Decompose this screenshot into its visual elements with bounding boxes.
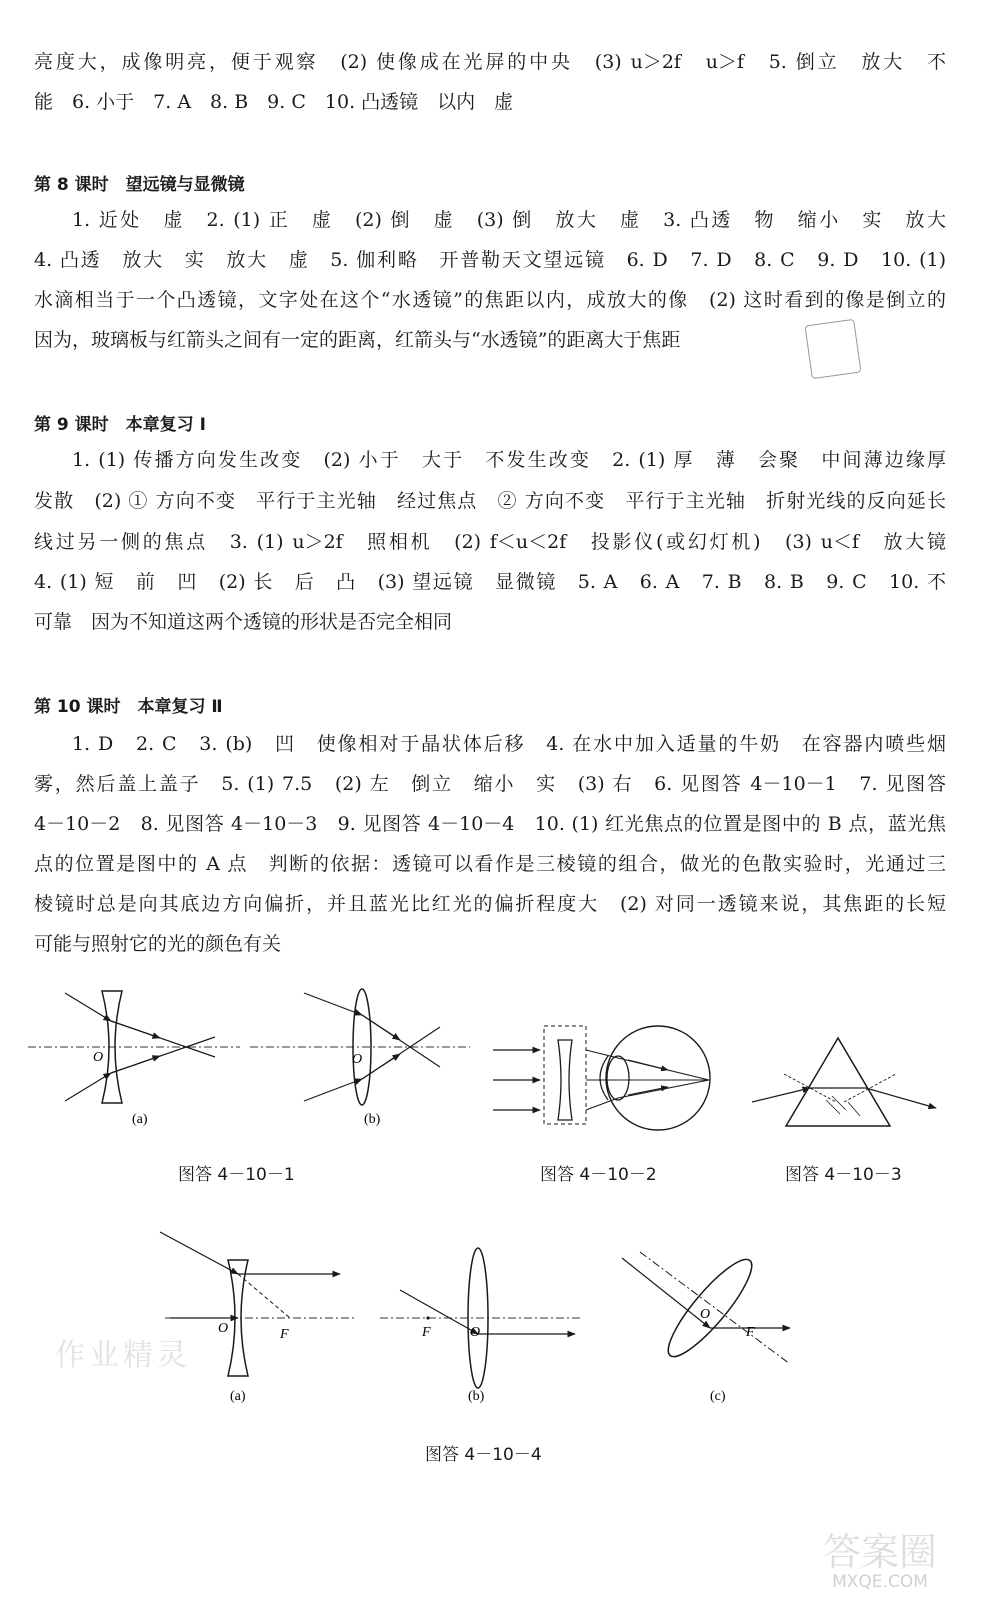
s10-line-4: 点的位置是图中的 A 点 判断的依据：透镜可以看作是三棱镜的组合，做光的色散实验时，光通过三 xyxy=(34,853,946,875)
section-8-title: 第 8 课时 望远镜与显微镜 xyxy=(34,175,245,195)
s9-line-5: 可靠 因为不知道这两个透镜的形状是否完全相同 xyxy=(34,611,453,633)
s10-line-5: 棱镜时总是向其底边方向偏折，并且蓝光比红光的偏折程度大 (2) 对同一透镜来说，其焦距的长短 xyxy=(34,893,946,915)
concave-lens-diagram-a xyxy=(28,991,240,1127)
watermark-right-url: MXQE.COM xyxy=(832,1572,928,1592)
fig4-label-b: (b) xyxy=(468,1389,485,1404)
s8-line-1: 1. 近处 虚 2. (1) 正 虚 (2) 倒 虚 (3) 倒 放大 虚 3. 凸透 物 缩小 实 放大 xyxy=(72,209,946,231)
eyeball xyxy=(606,1026,710,1130)
fig1-label-b: (b) xyxy=(364,1112,381,1127)
watermark-right-logo: 答案圈 xyxy=(822,1530,937,1574)
fig4-label-c: (c) xyxy=(710,1389,726,1404)
label-o: O xyxy=(93,1050,104,1065)
watermark-right xyxy=(790,1532,970,1592)
crystalline-lens xyxy=(607,1056,629,1100)
label-f: F xyxy=(422,1325,431,1340)
caption-4-10-2: 图答 4－10－2 xyxy=(540,1165,657,1185)
s8-line-3: 水滴相当于一个凸透镜，文字处在这个“水透镜”的焦距以内，成放大的像 (2) 这时看到的像是倒立的 xyxy=(34,289,946,311)
label-o: O xyxy=(218,1321,229,1336)
text-line-1: 亮度大，成像明亮，便于观察 (2) 使像成在光屏的中央 (3) u＞2f u＞f 5. 倒立 放大 不 xyxy=(34,51,946,73)
convex-lens-diagram-4c xyxy=(622,1250,790,1404)
section-9-title: 第 9 课时 本章复习 Ⅰ xyxy=(34,415,206,435)
figure-4-10-4 xyxy=(150,1230,830,1410)
s8-line-2: 4. 凸透 放大 实 放大 虚 5. 伽利略 开普勒天文望远镜 6. D 7. D 8. C 9. D 10. (1) xyxy=(34,249,946,271)
s10-line-3: 4－10－2 8. 见图答 4－10－3 9. 见图答 4－10－4 10. (1) 红光焦点的位置是图中的 B 点，蓝光焦 xyxy=(34,813,946,835)
section-10-title: 第 10 课时 本章复习 Ⅱ xyxy=(34,697,223,717)
label-o: O xyxy=(700,1307,711,1322)
convex-lens-diagram-b xyxy=(250,989,470,1127)
fig4-label-a: (a) xyxy=(230,1389,246,1404)
s9-line-4: 4. (1) 短 前 凹 (2) 长 后 凸 (3) 望远镜 显微镜 5. A 6. A 7. B 8. B 9. C 10. 不 xyxy=(34,571,946,593)
label-o: O xyxy=(470,1325,481,1340)
concave-lens xyxy=(558,1040,572,1120)
text-line-2: 能 6. 小于 7. A 8. B 9. C 10. 凸透镜 以内 虚 xyxy=(34,91,514,113)
s8-line-4: 因为，玻璃板与红箭头之间有一定的距离，红箭头与“水透镜”的距离大于焦距 xyxy=(34,329,681,351)
s9-line-1: 1. (1) 传播方向发生改变 (2) 小于 大于 不发生改变 2. (1) 厚 薄 会聚 中间薄边缘厚 xyxy=(72,449,946,471)
caption-4-10-3: 图答 4－10－3 xyxy=(785,1165,902,1185)
s10-line-2: 雾，然后盖上盖子 5. (1) 7.5 (2) 左 倒立 缩小 实 (3) 右 6. 见图答 4－10－1 7. 见图答 xyxy=(34,773,946,795)
label-f: F xyxy=(280,1327,289,1342)
label-o: O xyxy=(352,1052,363,1067)
prism xyxy=(786,1038,890,1126)
s9-line-3: 线过另一侧的焦点 3. (1) u＞2f 照相机 (2) f＜u＜2f 投影仪(或幻灯机) (3) u＜f 放大镜 xyxy=(34,531,946,553)
corrective-lens-box xyxy=(544,1026,586,1124)
figure-4-10-1 xyxy=(20,985,480,1135)
label-f: F xyxy=(746,1325,755,1340)
concave-lens-diagram-4a xyxy=(160,1232,355,1404)
fig1-label-a: (a) xyxy=(132,1112,148,1127)
s10-line-1: 1. D 2. C 3. (b) 凹 使像相对于晶状体后移 4. 在水中加入适量的牛奶 在容器内喷些烟 xyxy=(72,733,946,755)
watermark-left: 作业精灵 xyxy=(55,1338,191,1373)
figure-4-10-3 xyxy=(748,1030,943,1140)
figure-4-10-2 xyxy=(488,1020,728,1130)
s10-line-6: 可能与照射它的光的颜色有关 xyxy=(34,933,282,955)
caption-4-10-4: 图答 4－10－4 xyxy=(425,1445,542,1465)
s9-line-2: 发散 (2) ① 方向不变 平行于主光轴 经过焦点 ② 方向不变 平行于主光轴 折射光线的反向延长 xyxy=(34,490,946,512)
stamp-mark xyxy=(804,319,861,379)
convex-lens-diagram-4b xyxy=(380,1248,580,1404)
caption-4-10-1: 图答 4－10－1 xyxy=(178,1165,295,1185)
